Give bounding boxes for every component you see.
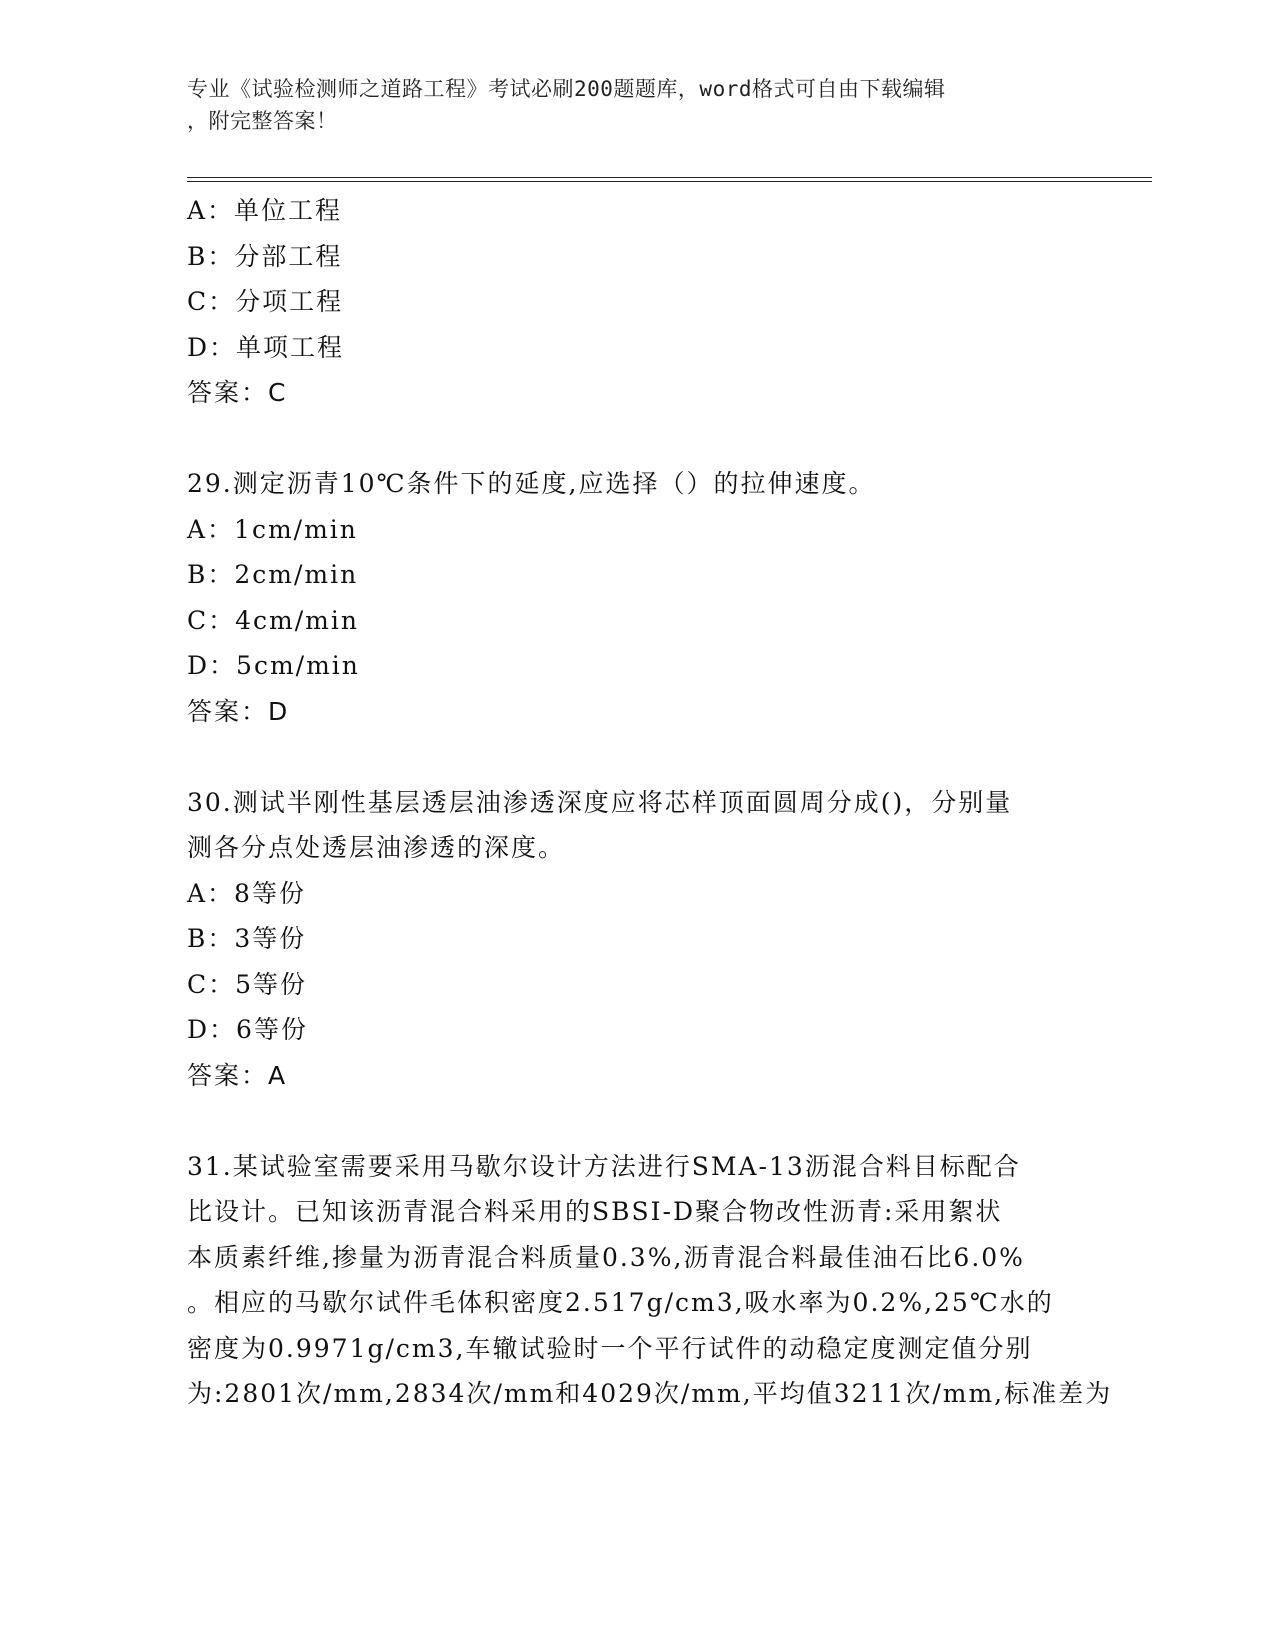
option-a: A：1cm/min	[187, 514, 358, 544]
option-b: B：2cm/min	[187, 560, 359, 589]
answer-line: 答案：D	[187, 696, 290, 726]
spacer	[187, 734, 1087, 780]
question-text-line-2: 测各分点处透层油渗透的深度。	[187, 833, 566, 862]
question-text-line-6: 为:2801次/mm,2834次/mm和4029次/mm,平均值3211次/mm,标准差为	[187, 1379, 1113, 1408]
question-text-line-4: 。相应的马歇尔试件毛体积密度2.517g/cm3,吸水率为0.2%,25℃水的	[187, 1288, 1054, 1317]
header-title-line-2: ，附完整答案！	[187, 109, 338, 133]
option-c: C：分项工程	[187, 287, 344, 316]
question-30-block	[187, 780, 1087, 1099]
option-a: A：8等份	[187, 878, 306, 908]
spacer	[187, 1098, 1087, 1144]
option-b: B：分部工程	[187, 241, 343, 271]
question-text-line-2: 比设计。已知该沥青混合料采用的SBSI-D聚合物改性沥青:采用絮状	[187, 1197, 1003, 1226]
answer-line: 答案：A	[187, 1060, 288, 1090]
header-divider-bottom	[187, 181, 1152, 182]
option-d: D：6等份	[187, 1015, 308, 1044]
spacer	[187, 416, 1087, 462]
question-31-block	[187, 1144, 1113, 1417]
question-text-line-1: 31.某试验室需要采用马歇尔设计方法进行SMA-13沥混合料目标配合	[187, 1151, 1021, 1181]
option-a: A：单位工程	[187, 196, 343, 225]
document-header	[187, 73, 1067, 137]
question-text-line-5: 密度为0.9971g/cm3,车辙试验时一个平行试件的动稳定度测定值分别	[187, 1333, 1033, 1363]
answer-line: 答案：C	[187, 378, 288, 407]
question-29-block	[187, 461, 1087, 734]
question-28-block	[187, 188, 1087, 416]
question-text-line-3: 本质素纤维,掺量为沥青混合料质量0.3%,沥青混合料最佳油石比6.0%	[187, 1242, 1025, 1272]
document-body	[187, 188, 1113, 1417]
question-text: 29.测定沥青10℃条件下的延度,应选择（）的拉伸速度。	[187, 469, 876, 498]
option-c: C：5等份	[187, 969, 308, 999]
header-divider-top	[187, 177, 1152, 178]
header-title-line-1: 专业《试验检测师之道路工程》考试必刷200题题库，word格式可自由下载编辑	[187, 77, 946, 101]
question-text-line-1: 30.测试半刚性基层透层油渗透深度应将芯样顶面圆周分成()，分别量	[187, 787, 1013, 817]
option-b: B：3等份	[187, 924, 307, 953]
option-d: D：5cm/min	[187, 651, 360, 680]
option-d: D：单项工程	[187, 332, 345, 362]
option-c: C：4cm/min	[187, 605, 359, 635]
